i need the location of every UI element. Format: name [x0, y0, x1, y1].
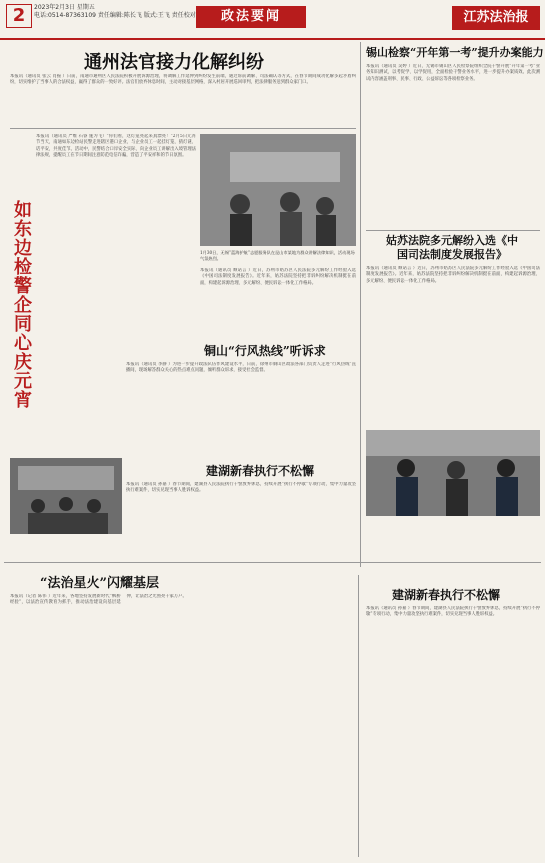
headline-rudong: 如东边检警企同心庆元宵 — [11, 200, 32, 409]
news-photo — [366, 430, 540, 516]
article-body-xishan — [366, 64, 540, 226]
article-body-gusu — [366, 266, 540, 426]
section-title: 政法要闻 — [196, 6, 306, 28]
column-divider — [360, 42, 361, 567]
article-text: 本报讯（通讯员 李静 ）为进一步提升政法队伍作风建设水平，日前，徐州市铜山区政法各部门负责人走进“行风热线”直播间，现场解答群众关心的热点难点问题，倾听群众诉求，接受社会监督。 — [126, 362, 356, 374]
news-photo — [200, 134, 356, 246]
page-number: 2 — [6, 4, 32, 28]
headline-shijian: “法治星火”闪耀基层 — [40, 576, 159, 591]
column-divider — [358, 575, 359, 857]
article-body-jianhu — [126, 482, 356, 558]
headline-tongzhou: 通州法官接力化解纠纷 — [84, 52, 264, 73]
date-line-2: 电话:0514-87363109 责任编辑:陈长飞 版式:王飞 责任校对 — [34, 12, 196, 19]
article-text: 本报讯（通讯员 孙嘉 ）春节期间，建湖县人民法院执行干警放弃休息，持续开展“执行不停歇”专项行动，集中力量攻坚执行难案件，切实兑现当事人胜诉权益。 — [126, 482, 356, 494]
row-divider — [10, 128, 356, 129]
news-photo — [10, 458, 122, 534]
photo-illustration — [366, 430, 540, 516]
headline-xishan: 锡山检察“开年第一考”提升办案能力 — [366, 46, 544, 59]
photo-illustration — [10, 458, 122, 534]
article-body-tongshan — [126, 362, 356, 442]
photo-illustration — [200, 134, 356, 246]
article-text: 本报讯（通讯员 顾诺言 ）近日，苏州市姑苏区人民法院多元解纷工作经验入选《中国司法制度发展报告》。近年来，姑苏法院坚持把非诉纠纷解决机制挺在前面，构建起诉源治理、多元解纷、便民诉讼一体化工作格局。 — [200, 268, 356, 286]
headline-tongshan: 铜山“行风热线”听诉求 — [204, 344, 326, 358]
article-body-shijian — [10, 594, 354, 856]
article-text: 本报讯（记者 陈伟 ）近年来，各地坚持发展新时代“枫桥经验”，以法治宣传教育为抓手，推动法治建设向基层延伸，让法治之光照亮千家万户。 — [10, 594, 187, 606]
headline-gusu: 姑苏法院多元解纷入选《中国司法制度发展报告》 — [386, 234, 518, 261]
article-body-kunshan — [200, 268, 356, 310]
photo-caption — [10, 537, 122, 555]
article-body-falv — [366, 606, 540, 856]
photo-caption — [366, 520, 540, 538]
issue-date — [34, 4, 196, 20]
article-text: 本报讯（通讯员 顾诺言 ）近日，苏州市姑苏区人民法院多元解纷工作经验入选《中国司法制度发展报告》。近年来，姑苏法院坚持把非诉纠纷解决机制挺在前面，构建起诉源治理、多元解纷、便民诉讼一体化工作格局。 — [366, 266, 540, 284]
headline-falv: 建湖新春执行不松懈 — [392, 588, 501, 602]
article-text: 本报讯（通讯员 孙嘉 ）春节期间，建湖县人民法院执行干警放弃休息，持续开展“执行不停歇”专项行动，集中力量攻坚执行难案件，切实兑现当事人胜诉权益。 — [366, 606, 540, 618]
row-divider — [4, 562, 541, 563]
article-text: 本报讯（通讯员 严维 石睿 施为飞）“你们看，这灯笼亮起来真漂亮！”2月5日元宵节当天，南通如东边检站民警走进辖区港口企业，与企业员工一起挂灯笼、猜灯谜、话平安，共度佳节。活动中，民警结合口岸安全实际，向企业员工讲解出入境管理法律法规，提醒员工在节日期间注意防范电信诈骗，营造了平安祥和的节日氛围。 — [36, 134, 196, 159]
article-body-tongzhou — [10, 74, 356, 124]
row-divider — [366, 230, 540, 231]
date-line-1: 2023年2月3日 星期五 — [34, 4, 95, 11]
newspaper-logo: 江苏法治报 — [452, 6, 540, 30]
article-text: 本报讯（通讯员 吴婷 ）近日，无锡市锡山区人民检察院组织全院干警开展“开年第一考”业务知识测试，以考促学、以学促用，全面检验干警业务水平，进一步提升办案质效。此次测试内容涵盖刑事、民事、行政、公益诉讼等各项检察业务。 — [366, 64, 540, 82]
photo-caption: 1月30日，无锡“蓝海护航”志愿服务队在昆山市某地为群众讲解法律知识，活动现场气氛热烈。 — [200, 250, 355, 261]
article-text: 本报讯（通讯员 张云 肖振 ）日前，南通市通州区人民法院积极开展诉源治理，将调解工作延伸到纠纷发生前端，通过诉前调解、司法确认等方式，在春节期间成功化解多起矛盾纠纷，切实维护了当事人的合法权益，赢得了群众的一致好评。法官们放弃休息时间，主动对接基层网格，深入村居开展巡回审判，把法律服务送到群众家门口。 — [10, 74, 356, 86]
headline-jianhu: 建湖新春执行不松懈 — [206, 464, 315, 478]
